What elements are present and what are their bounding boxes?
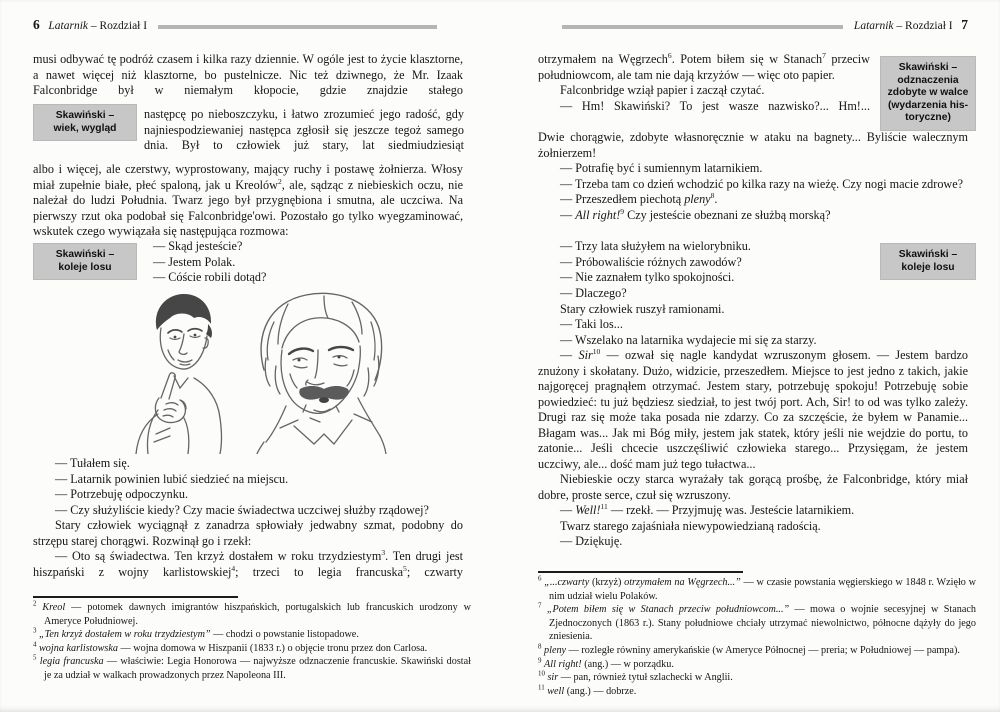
dialog-line: — Latarnik powinien lubić siedzieć na miejscu. (55, 471, 289, 486)
left-footnotes (33, 601, 471, 683)
narration-paragraph: Niebieskie oczy starca wyrażały tak gorącą prośbę, że Falconbridge, który miał dobre, proste serce, czuł się wzruszony. (538, 472, 968, 502)
footnote (538, 576, 976, 603)
narration-paragraph: Twarz starego zajaśniała niewypowiedzianą radością. (560, 518, 821, 533)
dialog-line: — Taki los... (560, 317, 623, 331)
right-page-header (538, 17, 968, 33)
footnote-number: 3 (33, 627, 37, 635)
left-paragraph-intro: musi odbywać tę podróż czasem i kilka razy dziennie. W ogóle jest to życie klasztorne, a nawet więcej niż klasztorne, bo pustelnicze. Nic też dziwnego, że Mr. Izaak Falconbridge był w niemałym kłopocie, gdzie znajdzie stałego (33, 52, 463, 97)
narration-paragraph: Dwie chorągwie, zdobyte własnoręcznie w ataku na bagnety... Byliście walecznym żołnierzem! (538, 130, 968, 160)
margin-note-odznaczenia (880, 56, 976, 131)
footnote-text: legia francuska — właściwie: Legia Honorowa — najwyższe odznaczenie francuskie. Skawiński dostał je za udział w walkach prowadzonych przez Napoleona III. (39, 656, 471, 681)
dialog-line: — All right!$^9$ Czy jesteście obeznani ze służbą morską? (560, 206, 831, 222)
left-header-rule (158, 25, 437, 29)
dialog-line: — Czy służyliście kiedy? Czy macie świadectwa uczciwej służby rządowej? (55, 502, 429, 517)
narration-paragraph: otrzymałem na Węgrzech$^6$. Potem biłem się w Stanach$^7$ przeciw południowcom, ale tam nie dają krzyżów — więc oto papier. (538, 50, 870, 82)
footnote-number: 6 (538, 575, 542, 583)
footnote-text: wojna karlistowska — wojna domowa w Hiszpanii (1833 r.) o objęcie tronu przez don Carlosa. (39, 642, 428, 654)
dialog-line: — Dlaczego? (560, 286, 627, 300)
footnote-text: sir — pan, również tytuł szlachecki w Anglii. (547, 672, 733, 684)
margin-note-line: Skawiński – (898, 62, 958, 73)
right-footnotes (538, 576, 976, 698)
dialog-line: — Jestem Polak. (153, 254, 236, 269)
footnote-text: well (ang.) — dobrze. (547, 685, 637, 697)
dialog-line: — Trzy lata służyłem na wielorybniku. (560, 239, 751, 253)
right-page-number: 7 (961, 17, 968, 32)
margin-note-koleje-losu-right (880, 243, 976, 280)
left-page-header (33, 17, 147, 33)
dialog-line: — Przeszedłem piechotą pleny$^8$. (560, 190, 718, 206)
left-dialog-block (33, 456, 463, 580)
margin-note-line: (wydarzenia his- (887, 99, 969, 111)
footnote (33, 628, 471, 642)
margin-note-line: toryczne) (905, 112, 951, 124)
footnote-text: „Ten krzyż dostałem w roku trzydziestym” — chodzi o powstanie listopadowe. (39, 629, 359, 641)
footnote-text: Kreol — potomek dawnych imigrantów hiszpańskich, portugalskich lub francuskich urodzony w Ameryce Południowej. (42, 602, 471, 627)
dialog-line: — Well!$^{11}$ — rzekł. — Przyjmuję was. Jesteście latarnikiem. (560, 501, 855, 517)
right-footnote-rule (538, 571, 743, 573)
margin-note-line: koleje losu (58, 261, 112, 273)
margin-note-line: koleje losu (901, 261, 955, 273)
illustration-two-men-sketch (128, 286, 400, 454)
left-page-number: 6 (33, 17, 40, 32)
margin-note-koleje-losu-left (33, 243, 137, 280)
margin-note-line: zdobyte w walce (887, 87, 969, 99)
dialog-line: — Dziękuję. (560, 534, 623, 548)
dialog-line: — Potrafię być i sumiennym latarnikiem. (560, 161, 763, 175)
dialog-line: — Nie zaznałem tylko spokojności. (560, 270, 735, 284)
footnote (538, 658, 976, 672)
footnote-number: 11 (538, 684, 545, 692)
left-header-book-title: Latarnik (48, 20, 88, 32)
footnote (538, 671, 976, 685)
narration-paragraph: Stary człowiek ruszył ramionami. (560, 301, 725, 316)
footnote (538, 603, 976, 644)
margin-note-line: odznaczenia (897, 74, 959, 86)
dialog-line: — Tułałem się. (55, 456, 130, 470)
left-paragraph-after-box: albo i więcej, ale czerstwy, wyprostowany, mający ruchy i postawę żołnierza. Włosy miał zupełnie białe, płeć spaloną, jak u Kreolów$^2$, ale, sądząc z niebieskich oczu, nie należał do ludzi Południa. Twarz jego był przygnębiona i smutna, ale uczciwa. Na pierwszy rzut oka podobał się Falconbridge'owi. Pozostało go tylko wyegzaminować, wskutek czego wywiązała się następująca rozmowa: (33, 162, 463, 238)
footnote-text: pleny — rozległe równiny amerykańskie (w Ameryce Północnej — preria; w Południowej — pampa). (544, 644, 960, 656)
footnote-number: 10 (538, 670, 545, 678)
margin-note-wiek-wyglad (33, 104, 137, 141)
left-paragraph-beside-box: następcę po nieboszczyku, i łatwo zrozumieć jego radość, gdy najniespodziewaniej następca zgłosił się jeszcze tegoż samego dnia. Był to człowiek już stary, lat siedmiudziesiąt (144, 107, 464, 152)
footnote-number: 9 (538, 657, 542, 665)
margin-note-line: Skawiński – (55, 249, 115, 260)
footnote (33, 642, 471, 656)
margin-note-line: Skawiński – (55, 110, 115, 121)
footnote-text: All right! (ang.) — w porządku. (544, 658, 674, 670)
left-header-chapter: – Rozdział I (90, 20, 148, 32)
right-header-chapter: – Rozdział I (896, 20, 953, 32)
narration-paragraph: Stary człowiek wyciągnął z zanadrza spłowiały jedwabny szmat, podobny do strzępu starej chorągwi. Rozwinął go i rzekł: (33, 518, 463, 548)
dialog-line: — Oto są świadectwa. Ten krzyż dostałem w roku trzydziestym$^3$. Ten drugi jest hiszpański z wojny karlistowskiej$^4$; trzeci to legia francuska$^5$; czwarty (33, 547, 463, 579)
footnote (538, 685, 976, 699)
right-block-b (538, 130, 968, 223)
footnote (33, 655, 471, 682)
footnote-text: „...czwarty (krzyż) otrzymałem na Węgrzech...” — w czasie powstania węgierskiego w 1848 r. Wzięło w nim udział wielu Polaków. (544, 577, 976, 602)
right-block-d (538, 286, 968, 550)
dialog-line: — Cóście robili dotąd? (153, 270, 267, 284)
dialog-paragraph: — Sir$^{10}$ — ozwał się nagle kandydat wzruszonym głosem. — Jestem bardzo znużony i skołatany. Dużo, widzicie, przeszedłem. Miejsce to jest jedno z takich, jakie najgoręcej pragnąłem otrzymać. Jestem stary, potrzebuję spokoju! Potrzebuję sobie powiedzieć: tu już będziesz siedział, to jest twój port. Ach, Sir! to od was tylko zależy. Drugi raz się może taka posada nie zdarzy. Co za szczęście, że byłem w Panamie... Błagam was... Jak mi Bóg miły, jestem jak statek, który jeśli nie wejdzie do portu, to zatonie... Jeśli chcecie uszczęśliwić człowieka starego... Przysięgam, że jestem uczciwy, ale... dość mam już tego tułactwa... (538, 346, 968, 471)
left-footnote-rule (33, 596, 238, 598)
dialog-line: — Hm! Skawiński? To jest wasze nazwisko?... Hm!... (560, 98, 870, 113)
dialog-line: — Wszelako na latarnika wydajecie mi się za starzy. (560, 332, 817, 347)
footnote-number: 5 (33, 654, 37, 662)
dialog-line: — Skąd jesteście? (153, 239, 243, 253)
right-header-book-title: Latarnik (853, 20, 894, 32)
right-block-c (538, 239, 870, 286)
margin-note-line: Skawiński – (898, 249, 958, 260)
margin-note-line: wiek, wygląd (53, 122, 117, 134)
footnote-number: 7 (538, 602, 542, 610)
right-block-a (538, 52, 870, 114)
footnote-number: 2 (33, 600, 37, 608)
left-dialog-beside-box (153, 239, 453, 286)
footnote-text: „Potem biłem się w Stanach przeciw południowcom...” — mowa o wojnie secesyjnej w Stanach Zjednoczonych (1863 r.). Stany południowe chciały utrzymać niewolnictwo, północne dążyły do jego zniesienia. (546, 604, 976, 643)
footnote-number: 4 (33, 641, 37, 649)
dialog-line: — Próbowaliście różnych zawodów? (560, 254, 742, 269)
narration-paragraph: Falconbridge wziął papier i zaczął czytać. (560, 83, 765, 97)
dialog-line: — Potrzebuję odpoczynku. (55, 487, 189, 501)
footnote (33, 601, 471, 628)
footnote (538, 644, 976, 658)
dialog-line: — Trzeba tam co dzień wchodzić po kilka razy na wieżę. Czy nogi macie zdrowe? (560, 176, 964, 191)
footnote-number: 8 (538, 643, 542, 651)
